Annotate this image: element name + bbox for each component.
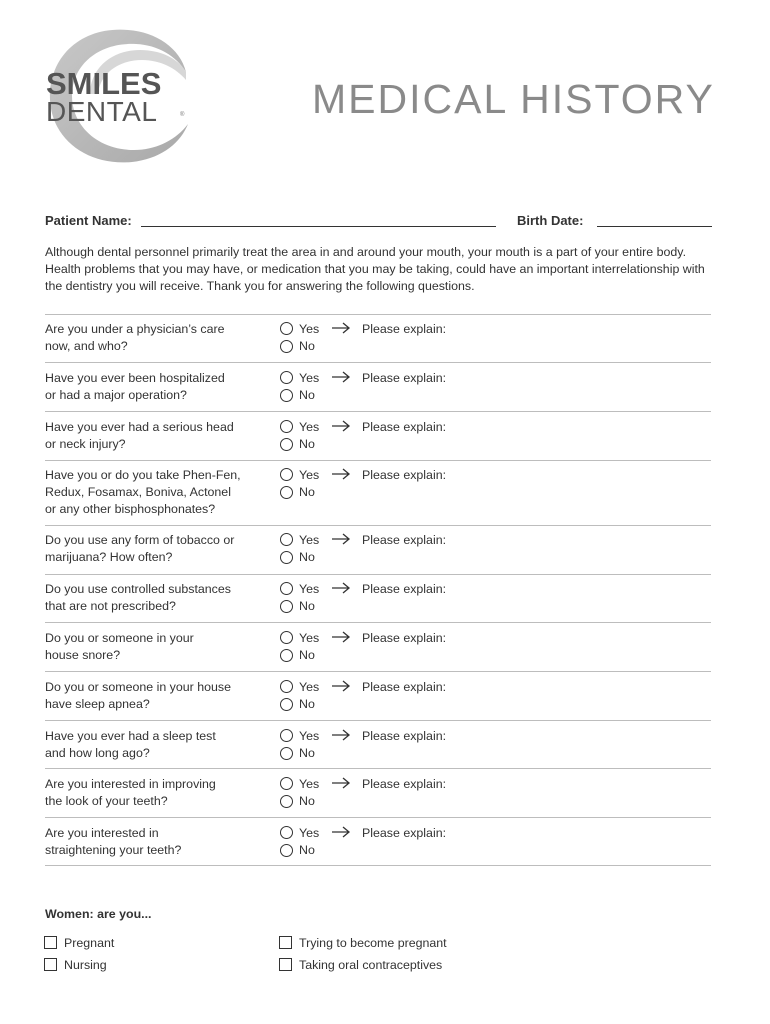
birth-date-field[interactable]: [597, 226, 712, 227]
question-text-line: Redux, Fosamax, Boniva, Actonel: [45, 485, 231, 499]
oral-contraceptives-checkbox[interactable]: [279, 958, 292, 971]
question-divider: [45, 671, 711, 672]
smiles-dental-logo: [40, 28, 190, 168]
question-text: [45, 581, 270, 615]
arrow-right-icon: [331, 419, 351, 433]
yes-label: Yes: [299, 826, 320, 840]
question-text-line: have sleep apnea?: [45, 697, 150, 711]
please-explain-label: Please explain:: [362, 582, 447, 596]
no-radio[interactable]: [280, 340, 293, 353]
question-text-line: Have you or do you take Phen-Fen,: [45, 468, 241, 482]
no-radio[interactable]: [280, 389, 293, 402]
arrow-right-icon: [331, 532, 351, 546]
question-divider: [45, 314, 711, 315]
question-text-line: or neck injury?: [45, 437, 126, 451]
logo-registered-mark: ®: [180, 112, 185, 118]
no-radio[interactable]: [280, 747, 293, 760]
question-divider: [45, 720, 711, 721]
no-label: No: [299, 550, 315, 564]
please-explain-label: Please explain:: [362, 729, 447, 743]
yes-label: Yes: [299, 631, 320, 645]
please-explain-label: Please explain:: [362, 371, 447, 385]
yes-label: Yes: [299, 420, 320, 434]
question-text-line: Do you use controlled substances: [45, 582, 231, 596]
please-explain-label: Please explain:: [362, 631, 447, 645]
question-text-line: Are you interested in improving: [45, 777, 216, 791]
question-divider: [45, 622, 711, 623]
no-label: No: [299, 794, 315, 808]
no-radio[interactable]: [280, 600, 293, 613]
question-divider: [45, 865, 711, 866]
no-radio[interactable]: [280, 698, 293, 711]
yes-label: Yes: [299, 533, 320, 547]
question-text-line: and how long ago?: [45, 746, 150, 760]
arrow-right-icon: [331, 630, 351, 644]
arrow-right-icon: [331, 728, 351, 742]
question-text-line: Have you ever had a serious head: [45, 420, 234, 434]
question-text-line: or had a major operation?: [45, 388, 187, 402]
question-text: [45, 679, 270, 713]
yes-label: Yes: [299, 322, 320, 336]
pregnant-label: Pregnant: [64, 936, 115, 950]
question-text: [45, 321, 270, 355]
trying-pregnant-checkbox[interactable]: [279, 936, 292, 949]
patient-name-label: Patient Name:: [45, 213, 132, 228]
no-label: No: [299, 485, 315, 499]
yes-radio[interactable]: [280, 582, 293, 595]
question-text-line: Do you use any form of tobacco or: [45, 533, 235, 547]
question-text: [45, 370, 270, 404]
logo-text-smiles: SMILES: [46, 66, 162, 101]
question-text: [45, 630, 270, 664]
question-text-line: the look of your teeth?: [45, 794, 168, 808]
question-text-line: Are you interested in: [45, 826, 159, 840]
question-text-line: house snore?: [45, 648, 121, 662]
please-explain-label: Please explain:: [362, 533, 447, 547]
yes-radio[interactable]: [280, 420, 293, 433]
question-divider: [45, 768, 711, 769]
arrow-right-icon: [331, 370, 351, 384]
yes-radio[interactable]: [280, 826, 293, 839]
question-text-line: now, and who?: [45, 339, 128, 353]
yes-radio[interactable]: [280, 371, 293, 384]
question-text: [45, 728, 270, 762]
question-text-line: or any other bisphosphonates?: [45, 502, 216, 516]
question-text-line: straightening your teeth?: [45, 843, 182, 857]
question-text-line: Are you under a physician’s care: [45, 322, 225, 336]
yes-label: Yes: [299, 371, 320, 385]
yes-radio[interactable]: [280, 533, 293, 546]
no-label: No: [299, 437, 315, 451]
question-divider: [45, 525, 711, 526]
arrow-right-icon: [331, 679, 351, 693]
arrow-right-icon: [331, 776, 351, 790]
no-label: No: [299, 648, 315, 662]
question-text-line: marijuana? How often?: [45, 550, 173, 564]
no-label: No: [299, 843, 315, 857]
yes-radio[interactable]: [280, 680, 293, 693]
question-divider: [45, 460, 711, 461]
intro-paragraph: Although dental personnel primarily treat the area in and around your mouth, your mouth is a part of your entire body. Health problems that you may have, or medication that you may be taking, could have an important interrelationship with the dentistry you will receive. Thank you for answering the following questions.: [45, 245, 705, 293]
nursing-label: Nursing: [64, 958, 107, 972]
nursing-checkbox[interactable]: [44, 958, 57, 971]
question-divider: [45, 817, 711, 818]
no-radio[interactable]: [280, 649, 293, 662]
trying-pregnant-label: Trying to become pregnant: [299, 936, 447, 950]
question-text-line: Do you or someone in your: [45, 631, 194, 645]
please-explain-label: Please explain:: [362, 468, 447, 482]
logo-text-dental: DENTAL: [46, 96, 158, 127]
page-title: MEDICAL HISTORY: [312, 76, 715, 122]
no-label: No: [299, 339, 315, 353]
no-radio[interactable]: [280, 551, 293, 564]
yes-label: Yes: [299, 582, 320, 596]
patient-name-field[interactable]: [141, 226, 496, 227]
yes-radio[interactable]: [280, 468, 293, 481]
question-text: [45, 419, 270, 453]
please-explain-label: Please explain:: [362, 322, 447, 336]
please-explain-label: Please explain:: [362, 680, 447, 694]
question-divider: [45, 574, 711, 575]
question-divider: [45, 362, 711, 363]
question-text-line: Do you or someone in your house: [45, 680, 231, 694]
no-radio[interactable]: [280, 486, 293, 499]
question-text: [45, 532, 270, 566]
please-explain-label: Please explain:: [362, 420, 447, 434]
no-radio[interactable]: [280, 795, 293, 808]
arrow-right-icon: [331, 321, 351, 335]
question-text: [45, 776, 270, 810]
no-label: No: [299, 746, 315, 760]
no-label: No: [299, 599, 315, 613]
question-text-line: Have you ever had a sleep test: [45, 729, 216, 743]
pregnant-checkbox[interactable]: [44, 936, 57, 949]
please-explain-label: Please explain:: [362, 777, 447, 791]
yes-label: Yes: [299, 729, 320, 743]
arrow-right-icon: [331, 581, 351, 595]
no-label: No: [299, 388, 315, 402]
no-label: No: [299, 697, 315, 711]
birth-date-label: Birth Date:: [517, 213, 584, 228]
question-divider: [45, 411, 711, 412]
yes-label: Yes: [299, 680, 320, 694]
arrow-right-icon: [331, 825, 351, 839]
please-explain-label: Please explain:: [362, 826, 447, 840]
arrow-right-icon: [331, 467, 351, 481]
yes-label: Yes: [299, 777, 320, 791]
yes-radio[interactable]: [280, 322, 293, 335]
women-section-title: Women: are you...: [45, 907, 152, 921]
oral-contraceptives-label: Taking oral contraceptives: [299, 958, 443, 972]
question-text-line: Have you ever been hospitalized: [45, 371, 225, 385]
yes-label: Yes: [299, 468, 320, 482]
yes-radio[interactable]: [280, 729, 293, 742]
question-text-line: that are not prescribed?: [45, 599, 176, 613]
no-radio[interactable]: [280, 438, 293, 451]
no-radio[interactable]: [280, 844, 293, 857]
yes-radio[interactable]: [280, 631, 293, 644]
question-text: [45, 825, 270, 859]
yes-radio[interactable]: [280, 777, 293, 790]
question-text: [45, 467, 270, 518]
